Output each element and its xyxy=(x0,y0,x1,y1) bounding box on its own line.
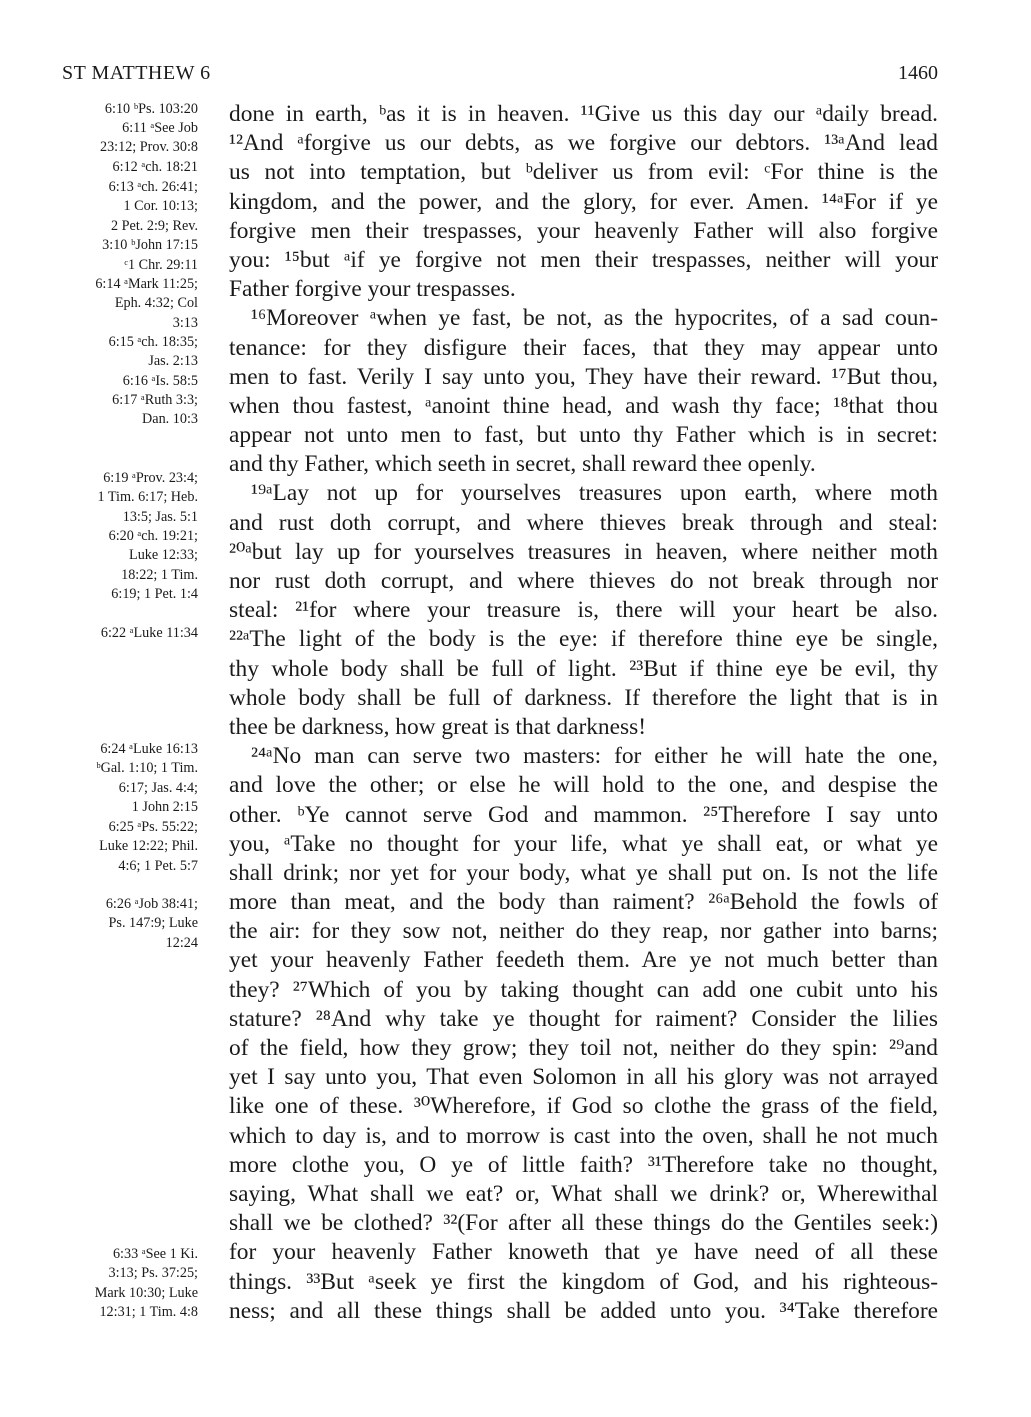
cross-reference xyxy=(30,527,198,605)
reference-line: 6:25 ᵃPs. 55:22; xyxy=(108,819,198,835)
text-line: forgive men their trespasses, your heavenly Father will also forgive xyxy=(229,217,938,244)
text-line: ²⁴ᵃNo man can serve two masters: for either he will hate the one, xyxy=(251,743,938,770)
reference-line: 6:11 ᵃSee Job xyxy=(122,120,198,136)
cross-reference xyxy=(30,158,198,177)
reference-line: 12:24 xyxy=(165,934,198,951)
text-line: kingdom, and the power, and the glory, for ever. Amen. ¹⁴ᵃFor if ye xyxy=(229,188,938,215)
reference-line: 13:5; Jas. 5:1 xyxy=(122,508,198,525)
text-line: us not into temptation, but ᵇdeliver us from evil: ᶜFor thine is the xyxy=(229,159,938,186)
text-line: you: ¹⁵but ᵃif ye forgive not men their trespasses, neither will your xyxy=(229,246,938,273)
cross-reference xyxy=(30,178,198,275)
reference-line: Mark 10:30; Luke xyxy=(94,1284,198,1301)
text-line: whole body shall be full of darkness. If therefore the light that is in xyxy=(229,684,938,711)
reference-line: 6:13 ᵃch. 26:41; xyxy=(108,179,198,195)
reference-line: 6:15 ᵃch. 18:35; xyxy=(108,334,198,350)
reference-line: 6:14 ᵃMark 11:25; xyxy=(95,276,198,292)
reference-line: 6:22 ᵃLuke 11:34 xyxy=(100,625,198,641)
cross-reference xyxy=(30,818,198,876)
reference-line: Eph. 4:32; Col xyxy=(114,295,198,312)
text-line: which to day is, and to morrow is cast into the oven, shall he not much xyxy=(229,1122,938,1149)
text-line: shall drink; nor yet for your body, what ye shall put on. Is not the life xyxy=(229,859,938,886)
text-line: of the field, how they grow; they toil not, neither do they spin: ²⁹and xyxy=(229,1035,938,1061)
reference-line: 6:19; 1 Pet. 1:4 xyxy=(111,586,198,603)
cross-reference xyxy=(30,372,198,391)
text-line: like one of these. ³⁰Wherefore, if God so clothe the grass of the field, xyxy=(229,1093,938,1120)
text-line: more than meat, and the body than raiment? ²⁶ᵃBehold the fowls of xyxy=(229,889,938,916)
text-line: Father forgive your trespasses. xyxy=(229,276,516,303)
cross-reference-column xyxy=(30,100,198,1350)
text-line: when thou fastest, ᵃanoint thine head, and wash thy face; ¹⁸that thou xyxy=(229,392,938,419)
text-line: appear not unto men to fast, but unto thy Father which is in secret: xyxy=(229,422,938,449)
text-line: ¹²And ᵃforgive us our debts, as we forgive our debtors. ¹³ᵃAnd lead xyxy=(229,130,938,157)
text-line: more clothe you, O ye of little faith? ³¹Therefore take no thought, xyxy=(229,1151,938,1178)
text-line: the air: for they sow not, neither do they reap, nor gather into barns; xyxy=(229,918,938,945)
text-line: thy whole body shall be full of light. ²³But if thine eye be evil, thy xyxy=(229,655,938,682)
reference-line: 6:12 ᵃch. 18:21 xyxy=(112,159,198,175)
book-chapter-title: ST MATTHEW 6 xyxy=(62,62,211,84)
cross-reference xyxy=(30,333,198,372)
text-line: ¹⁶Moreover ᵃwhen ye fast, be not, as the hypocrites, of a sad coun- xyxy=(251,305,938,332)
reference-line: 18:22; 1 Tim. xyxy=(121,566,198,583)
reference-line: 6:17; Jas. 4:4; xyxy=(118,779,198,796)
cross-reference xyxy=(30,275,198,333)
running-head xyxy=(62,62,938,88)
reference-line: 3:13 xyxy=(172,314,198,331)
reference-line: Jas. 2:13 xyxy=(148,353,198,370)
reference-line: 6:10 ᵇPs. 103:20 xyxy=(104,101,198,117)
text-line: yet I say unto you, That even Solomon in all his glory was not arrayed xyxy=(229,1064,938,1091)
reference-line: 6:24 ᵃLuke 16:13 xyxy=(100,741,198,757)
text-line: stature? ²⁸And why take ye thought for raiment? Consider the lilies xyxy=(229,1005,938,1032)
reference-line: Luke 12:33; xyxy=(129,547,198,564)
reference-line: 4:6; 1 Pet. 5:7 xyxy=(118,857,198,874)
text-line: thee be darkness, how great is that darkness! xyxy=(229,713,646,740)
reference-line: 6:20 ᵃch. 19:21; xyxy=(108,528,198,544)
text-line: saying, What shall we eat? or, What shall we drink? or, Wherewithal xyxy=(229,1180,938,1207)
reference-line: Dan. 10:3 xyxy=(142,411,198,428)
cross-reference xyxy=(30,895,198,953)
cross-reference xyxy=(30,740,198,818)
text-line: ¹⁹ᵃLay not up for yourselves treasures upon earth, where moth xyxy=(251,480,938,507)
text-line: yet your heavenly Father feedeth them. Are ye not much better than xyxy=(229,947,938,974)
text-line: things. ³³But ᵃseek ye first the kingdom of God, and his righteous- xyxy=(229,1268,938,1295)
text-line: and rust doth corrupt, and where thieves break through and steal: xyxy=(229,509,938,536)
reference-line: 3:10 ᵇJohn 17:15 xyxy=(102,237,198,254)
reference-line: 1 Cor. 10:13; xyxy=(123,198,198,215)
reference-line: ᵇGal. 1:10; 1 Tim. xyxy=(96,760,198,777)
text-line: and love the other; or else he will hold to the one, and despise the xyxy=(229,772,938,799)
cross-reference xyxy=(30,469,198,527)
scripture-text xyxy=(229,100,938,1330)
text-line: ²⁰ᵃbut lay up for yourselves treasures in heaven, where neither moth xyxy=(229,538,938,565)
reference-line: Ps. 147:9; Luke xyxy=(108,915,198,932)
reference-line: Luke 12:22; Phil. xyxy=(99,838,198,855)
page-number: 1460 xyxy=(898,62,938,84)
cross-reference xyxy=(30,100,198,119)
text-line: ²²ᵃThe light of the body is the eye: if therefore thine eye be single, xyxy=(229,626,938,653)
text-line: ness; and all these things shall be added unto you. ³⁴Take therefore xyxy=(229,1297,938,1324)
reference-line: 6:26 ᵃJob 38:41; xyxy=(105,896,198,912)
cross-reference xyxy=(30,119,198,158)
reference-line: 6:33 ᵃSee 1 Ki. xyxy=(112,1246,198,1262)
text-line: you, ᵃTake no thought for your life, what ye shall eat, or what ye xyxy=(229,830,938,857)
text-line: and thy Father, which seeth in secret, shall reward thee openly. xyxy=(229,451,816,478)
text-line: nor rust doth corrupt, and where thieves do not break through nor xyxy=(229,568,938,594)
text-line: shall we be clothed? ³²(For after all these things do the Gentiles seek:) xyxy=(229,1210,938,1237)
text-line: for your heavenly Father knoweth that ye have need of all these xyxy=(229,1239,938,1266)
reference-line: ᶜ1 Chr. 29:11 xyxy=(124,256,198,273)
reference-line: 23:12; Prov. 30:8 xyxy=(99,139,198,156)
text-line: done in earth, ᵇas it is in heaven. ¹¹Give us this day our ᵃdaily bread. xyxy=(229,101,938,127)
text-line: steal: ²¹for where your treasure is, there will your heart be also. xyxy=(229,597,938,624)
reference-line: 1 Tim. 6:17; Heb. xyxy=(97,489,198,506)
text-line: other. ᵇYe cannot serve God and mammon. ²⁵Therefore I say unto xyxy=(229,801,938,828)
text-line: they? ²⁷Which of you by taking thought can add one cubit unto his xyxy=(229,976,938,1003)
cross-reference xyxy=(30,1245,198,1323)
reference-line: 6:19 ᵃProv. 23:4; xyxy=(103,470,198,486)
reference-line: 3:13; Ps. 37:25; xyxy=(108,1265,198,1282)
cross-reference xyxy=(30,391,198,430)
text-line: tenance: for they disfigure their faces, that they may appear unto xyxy=(229,334,938,361)
reference-line: 1 John 2:15 xyxy=(131,799,198,816)
reference-line: 6:17 ᵃRuth 3:3; xyxy=(112,392,198,408)
text-line: men to fast. Verily I say unto you, They have their reward. ¹⁷But thou, xyxy=(229,363,938,390)
reference-line: 2 Pet. 2:9; Rev. xyxy=(111,217,198,234)
reference-line: 12:31; 1 Tim. 4:8 xyxy=(99,1304,198,1321)
cross-reference xyxy=(30,624,198,643)
reference-line: 6:16 ᵃIs. 58:5 xyxy=(122,373,198,389)
